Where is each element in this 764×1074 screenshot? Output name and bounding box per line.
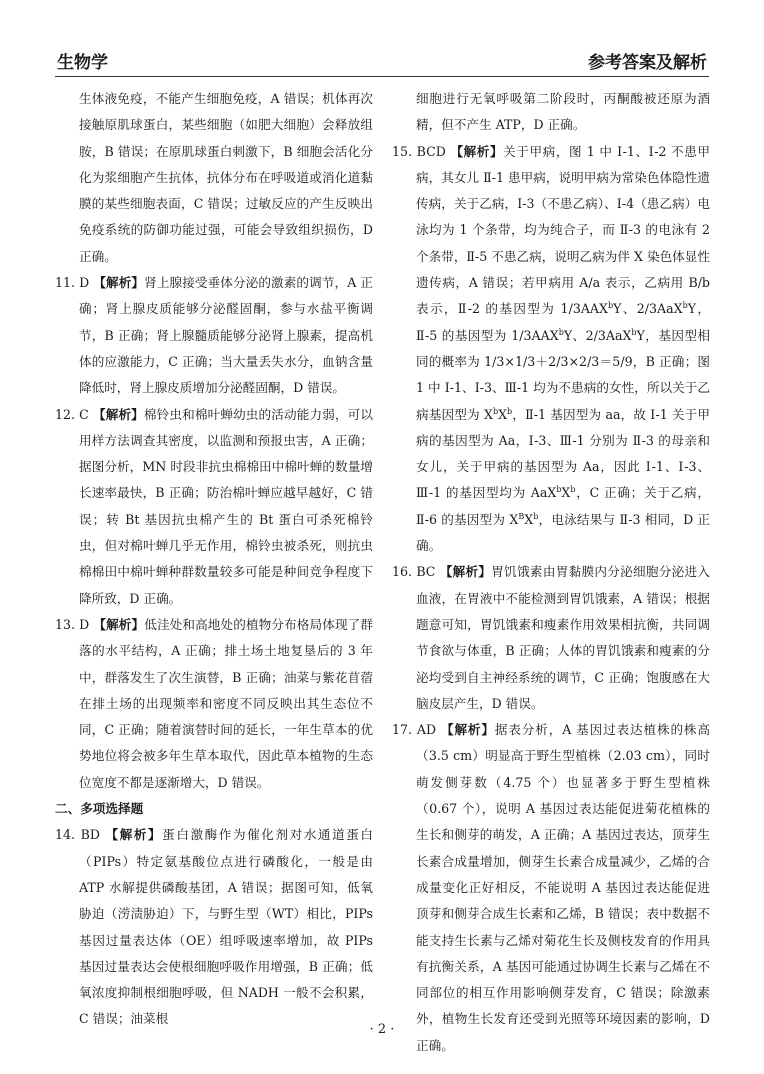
superscript: b [492, 406, 499, 416]
section-heading: 二、多项选择题 [55, 801, 144, 817]
answer-14-continued: 细胞进行无氧呼吸第二阶段时，丙酮酸被还原为酒精，但不产生 ATP，D 正确。 [416, 91, 710, 133]
answer-number: 17. AD [392, 722, 437, 738]
answer-11 [55, 270, 373, 401]
superscript: b [682, 301, 688, 311]
answer-text: ，C 正确；关于乙病，Ⅱ-6 的基因型为 X [416, 485, 710, 527]
answer-12 [55, 402, 373, 612]
answer-text: 蛋白激酶作为催化剂对水通道蛋白（PIPs）特定氨基酸位点进行磷酸化，一般是由 ATP 水解提供磷酸基团，A 错误；据图可知，低氧胁迫（涝渍胁迫）下，与野生型（WT）相比，PIPs 基因过量表达体（OE）组呼吸速率增加，故 PIPs 基因过量表达会使根细胞呼吸作用增强，B 正确；低氧浓度抑制根细胞呼吸，但 NADH 一般不会积累，C 错误；油菜根 [79, 827, 373, 1027]
answer-text: 胃饥饿素由胃黏膜内分泌细胞分泌进入血液，在胃液中不能检测到胃饥饿素，A 错误；根据题意可知，胃饥饿素和瘦素作用效果相抗衡，共同调节食欲与体重，B 正确；人体的胃饥饿素和瘦素的分泌均受到自主神经系统的调节，C 正确；饱腹感在大脑皮层产生，D 错误。 [416, 564, 710, 711]
analysis-tag: 【解析】 [93, 616, 145, 632]
section-title: 参考答案及解析 [588, 53, 707, 73]
answer-text: ，电泳结果与 Ⅱ-3 相同，D 正确。 [416, 511, 710, 554]
answer-text: X [524, 511, 534, 527]
answer-text: Y，基因型相同的概率为 1/3×1/3＋2/3×2/3＝5/9，B 正确；图 1 中 Ⅰ-1、Ⅰ-3、Ⅲ-1 均为不患病的女性，所以关于乙病基因型为 X [416, 327, 710, 422]
answer-text: 低洼处和高地处的植物分布格局体现了群落的水平结构，A 正确；排土场土地复垦后的 3 年中，群落发生了次生演替，B 正确；油菜与紫花苜蓿在排土场的出现频率和密度不同反映出其生态位不同，C 正确；随着演替时间的延长，一年生草本的优势地位将会被多年生草本取代，因此草本植物的生态位宽度不都是逐渐增大，D 错误。 [79, 616, 373, 790]
answer-number: 14. BD [55, 827, 100, 843]
subject-title: 生物学 [57, 53, 108, 73]
superscript: b [570, 485, 576, 495]
superscript: b [608, 301, 614, 311]
answer-number: 13. D [55, 616, 90, 632]
answer-number: 11. D [55, 275, 90, 291]
analysis-tag: 【解析】 [105, 827, 163, 843]
answer-number: 15. BCD [392, 143, 446, 159]
answer-15 [392, 139, 710, 560]
superscript: b [558, 327, 564, 337]
analysis-tag: 【解析】 [92, 406, 144, 422]
answer-14 [55, 822, 373, 1032]
analysis-tag: 【解析】 [93, 275, 145, 291]
answer-number: 12. C [55, 406, 89, 422]
answer-13 [55, 612, 373, 796]
page-number: · 2 · [369, 1022, 395, 1037]
answer-text: Y、2/3AaX [563, 327, 632, 343]
answer-text: 关于甲病，图 1 中 Ⅰ-1、Ⅰ-2 不患甲病，其女儿 Ⅱ-1 患甲病，说明甲病为常染色体隐性遗传病，关于乙病，Ⅰ-3（不患乙病）、Ⅰ-4（患乙病）电泳均为 1 个条带，均为纯合子，而 Ⅱ-3 的电泳有 2 个条带，Ⅱ-5 不患乙病，说明乙病为伴 X 染色体显性遗传病，A 错误；若甲病用 A/a 表示，乙病用 B/b 表示，Ⅱ-2 的基因型为 1/3AAX [416, 143, 710, 317]
superscript: b [556, 485, 562, 495]
left-column [55, 86, 373, 1033]
superscript: b [631, 327, 637, 337]
superscript: b [507, 406, 513, 416]
answer-text: Y、2/3AaX [613, 301, 683, 317]
right-column [392, 86, 710, 1059]
answer-10-continued: 生体液免疫，不能产生细胞免疫，A 错误；机体再次接触原肌球蛋白，某些细胞（如肥大细胞）会释放组胺，B 错误；在原肌球蛋白刺激下，B 细胞会活化分化为浆细胞产生抗体，抗体分布在呼吸道或消化道黏膜的某些细胞表面，C 错误；过敏反应的产生反映出免疫系统的防御功能过强，可能会导致组织损伤，D 正确。 [79, 91, 373, 264]
answer-text: X [498, 406, 508, 422]
answer-text: ，Ⅱ-1 基因型为 aa，故 Ⅰ-1 关于甲病的基因型为 Aa，Ⅰ-3、Ⅲ-1 分别为 Ⅱ-3 的母亲和女儿，关于甲病的基因型为 Aa，因此 Ⅰ-1、Ⅰ-3、Ⅲ-1 的基因型均为 AaX [416, 406, 710, 501]
superscript: b [533, 511, 539, 521]
page-header [55, 44, 709, 77]
analysis-tag: 【解析】 [450, 143, 504, 159]
answer-17 [392, 717, 710, 1059]
answer-text: 肾上腺接受垂体分泌的激素的调节，A 正确；肾上腺皮质能够分泌醛固酮，参与水盐平衡调节，B 正确；肾上腺髓质能够分泌肾上腺素，提高机体的应激能力，C 正确；当大量丢失水分，血钠含量降低时，肾上腺皮质增加分泌醛固酮，D 错误。 [79, 275, 373, 396]
analysis-tag: 【解析】 [441, 722, 495, 738]
analysis-tag: 【解析】 [439, 564, 492, 580]
superscript: B [518, 511, 525, 521]
answer-number: 16. BC [392, 564, 436, 580]
answer-text: Y，Ⅱ-5 的基因型为 1/3AAX [416, 301, 710, 343]
answer-16 [392, 559, 710, 717]
answer-text: 棉铃虫和棉叶蝉幼虫的活动能力弱，可以用样方法调查其密度，以监测和预报虫害，A 正确；据图分析，MN 时段非抗虫棉棉田中棉叶蝉的数量增长速率最快，B 正确；防治棉叶蝉应越早越好，C 错误；转 Bt 基因抗虫棉产生的 Bt 蛋白可杀死棉铃虫，但对棉叶蝉几乎无作用，棉铃虫被杀死，则抗虫棉棉田中棉叶蝉种群数量较多可能是种间竞争程度下降所致，D 正确。 [79, 406, 374, 606]
answer-text: X [561, 485, 571, 501]
answer-text: 据表分析，A 基因过表达植株的株高（3.5 cm）明显高于野生型植株（2.03 cm），同时萌发侧芽数（4.75 个）也显著多于野生型植株（0.67 个），说明 A 基因过表达能促进菊花植株的生长和侧芽的萌发，A 正确；A 基因过表达，顶芽生长素合成量增加，侧芽生长素合成量减少，乙烯的合成量变化正好相反，不能说明 A 基因过表达能促进顶芽和侧芽合成生长素和乙烯，B 错误；表中数据不能支持生长素与乙烯对菊花生长及侧枝发育的作用具有抗衡关系，A 基因可能通过协调生长素与乙烯在不同部位的相互作用影响侧芽发育，C 错误；除激素外，植物生长发育还受到光照等环境因素的影响，D 正确。 [416, 722, 710, 1053]
